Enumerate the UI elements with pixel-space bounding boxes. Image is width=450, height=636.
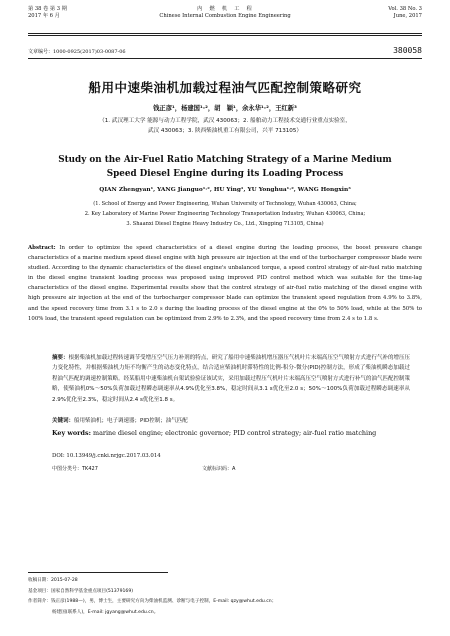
affiliations-english	[44, 199, 406, 230]
volume-en: Vol. 38 No. 3	[388, 6, 422, 12]
abstract-text: In order to optimize the speed characteristics of a diesel engine during the loading process, the boost pressure change characteristics of a marine medium speed diesel engine with high pressure air injection at the end of the turbocharger compressor blade were studied. According to the dynamic characteristics of the diesel engine's unbalanced torque, a speed control strategy of air-fuel ratio matching in the diesel engine transient loading process was proposed using improved PID control method which was suitable for the time-lag characteristics of the diesel engine. Experimental results show that the control strategy of air-fuel ratio matching of the diesel engine with high pressure air injection at the end of the turbocharger compressor blade can optimize the transient speed regulation from 4.9% to 3.8%, and the speed recovery time from 3.1 s to 2.0 s during the loading process of the diesel engine at the 0% to 50% load, while at the 50% to 100% load, the transient speed regulation can be optimized from 2.9% to 2.3%, and the speed recovery time from 2.4 s to 1.8 s.	[28, 245, 422, 322]
doi: DOI: 10.13949/j.cnki.nrjgc.2017.03.014	[52, 453, 161, 459]
affiliation-en-line: 2. Key Laboratory of Marine Power Engineering Technology Transportation Industry, Wuhan 430063, China;	[84, 211, 366, 218]
affiliation-en-line: 3. Shaanxi Diesel Engine Heavy Industry Co., Ltd., Xingping 713105, China)	[126, 221, 324, 228]
journal-name-en: Chinese Internal Combustion Engine Engineering	[159, 13, 291, 19]
classification	[52, 465, 410, 472]
keywords-en-text: marine diesel engine; electronic governor; PID control strategy; air-fuel ratio matching	[93, 429, 377, 437]
footnote-rule	[28, 572, 168, 573]
keywords-chinese	[52, 416, 410, 424]
volume-cn: 第 38 卷 第 3 期	[28, 6, 67, 12]
keywords-cn-text: 船用柴油机；电子调速器；PID控制；油气匹配	[74, 418, 188, 424]
article-meta	[28, 48, 422, 55]
running-header	[28, 6, 422, 30]
article-number: 380058	[393, 46, 422, 55]
footnote-author: 作者简介：钱正彦(1988—)，男，博士生，主要研究方向为柴油机监测、诊断与电子控制，E-mail: qzy@whut.edu.cn；	[28, 599, 277, 604]
journal-name-cn: 内 燃 机 工 程	[197, 6, 253, 12]
article-id: 文章编号：1000-0925(2017)03-0087-06	[28, 49, 126, 55]
clc-number: 中图分类号：TK427	[52, 466, 98, 472]
footnote-received: 收稿日期：2015-07-28	[28, 578, 78, 583]
authors-english: QIAN Zhengyan¹, YANG Jianguo¹·², HU Ying¹, YU Yonghua¹·², WANG Hongxin³	[99, 187, 351, 193]
meta-rule	[28, 58, 422, 59]
title-chinese: 船用中速柴油机加载过程油气匹配控制策略研究	[88, 80, 362, 95]
keywords-english	[52, 428, 410, 439]
abstract-english	[28, 243, 422, 324]
keywords-cn-label: 关键词：	[52, 418, 75, 424]
footnote-contact: 杨建国(联系人)，E-mail: jgyang@whut.edu.cn。	[52, 609, 159, 615]
title-en-line: Speed Diesel Engine during its Loading Process	[106, 169, 344, 179]
header-rule-thin	[28, 35, 422, 36]
footnote-fund: 基金项目：国家自然科学基金重点项目(51379169)	[28, 588, 134, 594]
affiliation-cn-line: （1. 武汉理工大学 能源与动力工程学院，武汉 430063；2. 船舶动力工程技术交通行业重点实验室，	[99, 118, 351, 124]
abstract-label: Abstract:	[28, 245, 56, 251]
affiliation-en-line: (1. School of Energy and Power Engineering, Wuhan University of Technology, Wuhan 430063, China;	[93, 201, 357, 207]
affiliations-chinese	[40, 116, 410, 136]
title-english	[40, 153, 410, 181]
header-rule	[28, 33, 422, 34]
abstract-chinese	[52, 353, 410, 405]
keywords-en-label: Key words:	[52, 429, 91, 437]
footnotes	[28, 576, 422, 618]
date-cn: 2017 年 6 月	[28, 13, 60, 19]
date-en: June, 2017	[393, 13, 422, 19]
affiliation-cn-line: 武汉 430063；3. 陕西柴油机重工有限公司，兴平 713105）	[147, 128, 303, 134]
abstract-cn-text: 根据柴油机加载过程转速调节受增压空气压力补剂的特点，研究了船用中速柴油机增压器压气机叶片末端高压空气喷射方式进行气补的增压压力变化特性，并根据柴油机力矩不均衡产生的动态变化特点，结合适应柴油机时滞特性的比例-积分-微分(PID)控制方法，形成了柴油机瞬态加载过程油气匹配的调速控制策略。经某船用中速柴油机台架试验验证该试实，采用加载过程压气机叶片末端高压空气喷射方式进行补气的油气匹配控制策略，使柴油机0%～50%负荷加载过程瞬态调速率从4.9%优化至3.8%，稳定时间从3.1 s优化至2.0 s；50%～100%负荷加载过程瞬态调速率从2.9%优化至2.3%，稳定时间从2.4 s优化至1.8 s。	[52, 355, 410, 403]
abstract-cn-label: 摘要：	[52, 355, 69, 361]
document-code: 文献标识码：A	[202, 466, 236, 472]
title-en-line: Study on the Air-Fuel Ratio Matching Strategy of a Marine Medium	[58, 155, 392, 165]
authors-chinese: 钱正彦¹，杨建国¹·²，胡 颖¹，余永华¹·²，王红新³	[153, 105, 297, 112]
journal-name	[28, 6, 422, 20]
journal-volume-en	[388, 6, 422, 20]
